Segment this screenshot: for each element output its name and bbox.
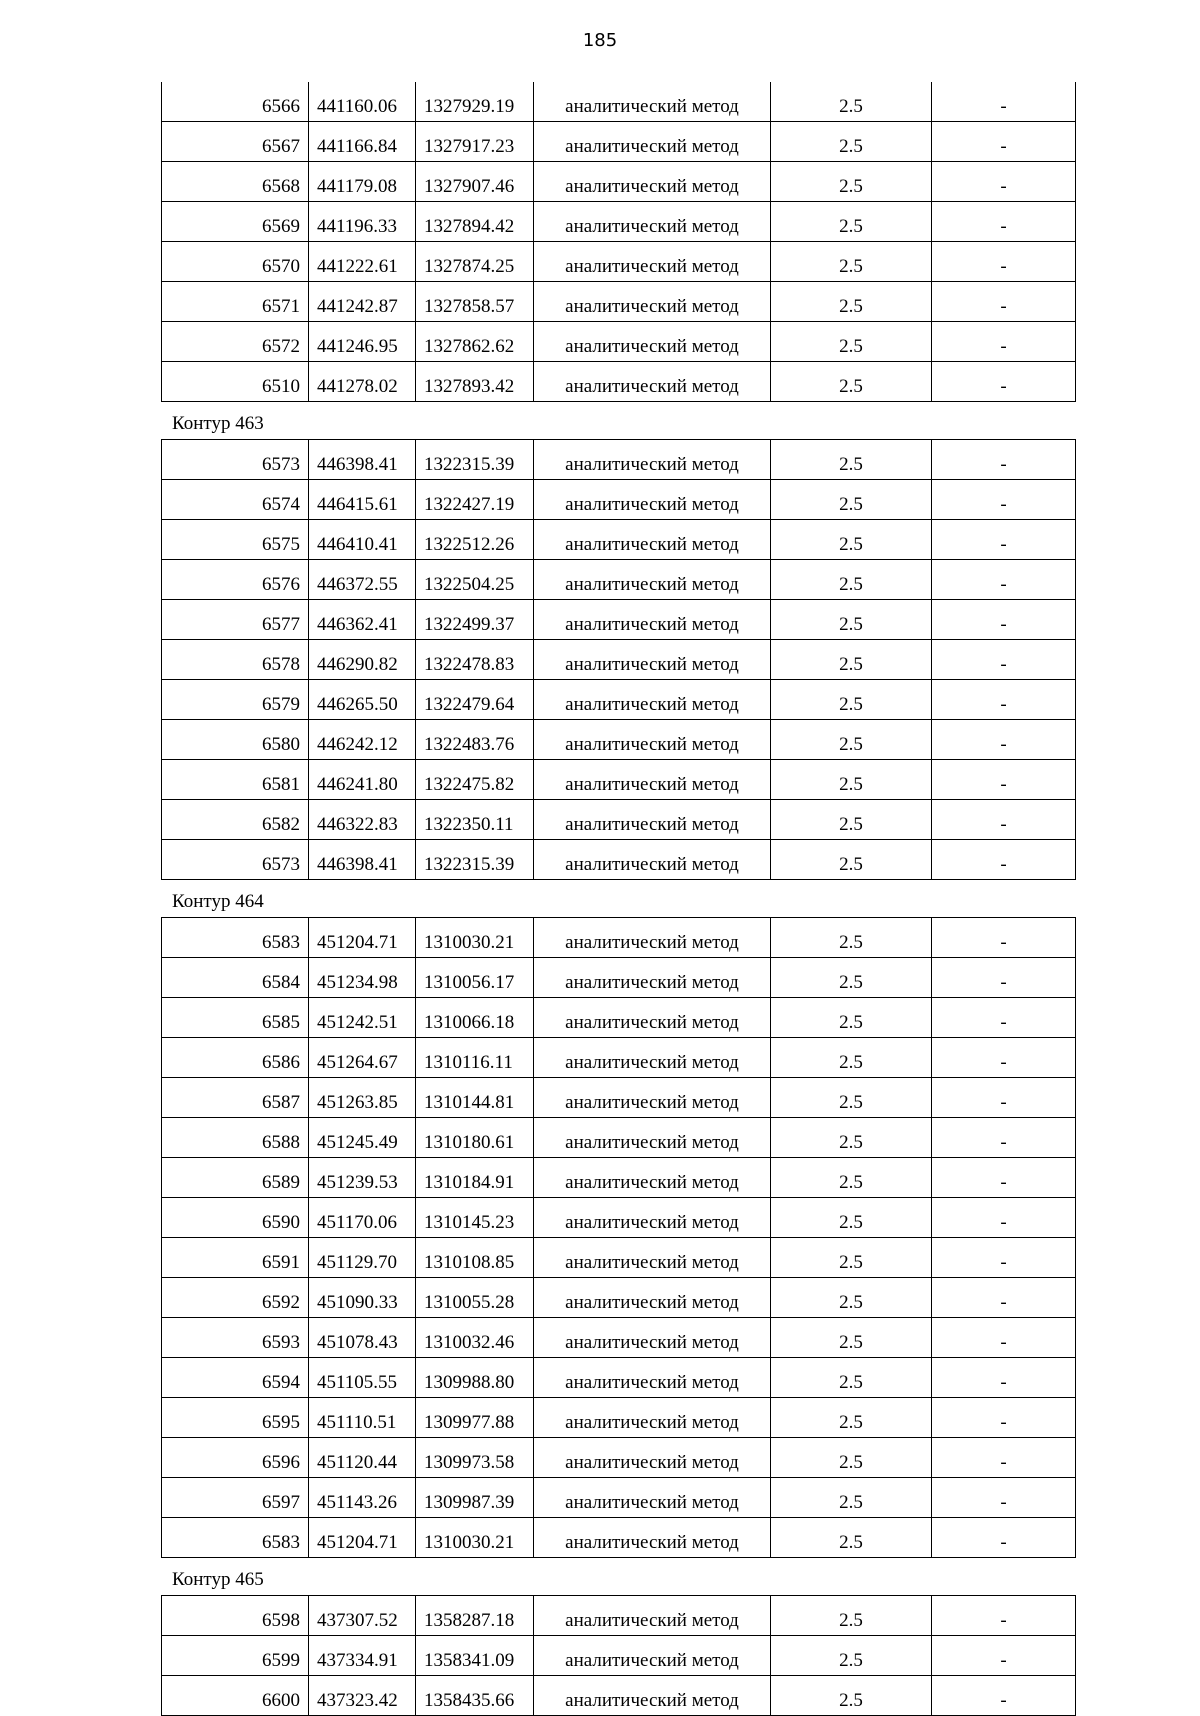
point-number-cell: 6510 — [162, 362, 309, 402]
description-cell: - — [932, 242, 1076, 282]
description-cell: - — [932, 1278, 1076, 1318]
coordinates-table — [161, 82, 1076, 402]
description-cell: - — [932, 520, 1076, 560]
table-row — [162, 640, 1076, 680]
table-row — [162, 242, 1076, 282]
accuracy-cell: 2.5 — [771, 1358, 932, 1398]
x-coordinate-cell: 446241.80 — [309, 760, 416, 800]
coordinates-document — [161, 82, 1075, 1716]
description-cell: - — [932, 800, 1076, 840]
method-cell: аналитический метод — [534, 82, 771, 122]
method-cell: аналитический метод — [534, 760, 771, 800]
method-cell: аналитический метод — [534, 322, 771, 362]
x-coordinate-cell: 437307.52 — [309, 1596, 416, 1636]
accuracy-cell: 2.5 — [771, 560, 932, 600]
point-number-cell: 6568 — [162, 162, 309, 202]
y-coordinate-cell: 1310055.28 — [416, 1278, 534, 1318]
x-coordinate-cell: 451090.33 — [309, 1278, 416, 1318]
point-number-cell: 6578 — [162, 640, 309, 680]
x-coordinate-cell: 451204.71 — [309, 918, 416, 958]
accuracy-cell: 2.5 — [771, 1318, 932, 1358]
x-coordinate-cell: 446398.41 — [309, 840, 416, 880]
x-coordinate-cell: 451239.53 — [309, 1158, 416, 1198]
table-row — [162, 1358, 1076, 1398]
description-cell: - — [932, 680, 1076, 720]
description-cell: - — [932, 1636, 1076, 1676]
accuracy-cell: 2.5 — [771, 520, 932, 560]
description-cell: - — [932, 322, 1076, 362]
x-coordinate-cell: 441246.95 — [309, 322, 416, 362]
method-cell: аналитический метод — [534, 1198, 771, 1238]
description-cell: - — [932, 202, 1076, 242]
accuracy-cell: 2.5 — [771, 1478, 932, 1518]
method-cell: аналитический метод — [534, 1118, 771, 1158]
method-cell: аналитический метод — [534, 480, 771, 520]
y-coordinate-cell: 1327874.25 — [416, 242, 534, 282]
y-coordinate-cell: 1309977.88 — [416, 1398, 534, 1438]
accuracy-cell: 2.5 — [771, 680, 932, 720]
x-coordinate-cell: 446362.41 — [309, 600, 416, 640]
table-row — [162, 1636, 1076, 1676]
point-number-cell: 6573 — [162, 440, 309, 480]
table-row — [162, 282, 1076, 322]
description-cell: - — [932, 480, 1076, 520]
method-cell: аналитический метод — [534, 560, 771, 600]
point-number-cell: 6569 — [162, 202, 309, 242]
y-coordinate-cell: 1310116.11 — [416, 1038, 534, 1078]
point-number-cell: 6572 — [162, 322, 309, 362]
description-cell: - — [932, 1198, 1076, 1238]
point-number-cell: 6581 — [162, 760, 309, 800]
method-cell: аналитический метод — [534, 1636, 771, 1676]
x-coordinate-cell: 451078.43 — [309, 1318, 416, 1358]
y-coordinate-cell: 1322479.64 — [416, 680, 534, 720]
point-number-cell: 6590 — [162, 1198, 309, 1238]
y-coordinate-cell: 1309987.39 — [416, 1478, 534, 1518]
method-cell: аналитический метод — [534, 918, 771, 958]
accuracy-cell: 2.5 — [771, 1596, 932, 1636]
method-cell: аналитический метод — [534, 640, 771, 680]
x-coordinate-cell: 451245.49 — [309, 1118, 416, 1158]
description-cell: - — [932, 1676, 1076, 1716]
point-number-cell: 6582 — [162, 800, 309, 840]
table-row — [162, 1676, 1076, 1716]
table-row — [162, 362, 1076, 402]
y-coordinate-cell: 1322512.26 — [416, 520, 534, 560]
point-number-cell: 6598 — [162, 1596, 309, 1636]
description-cell: - — [932, 282, 1076, 322]
accuracy-cell: 2.5 — [771, 800, 932, 840]
description-cell: - — [932, 760, 1076, 800]
accuracy-cell: 2.5 — [771, 202, 932, 242]
x-coordinate-cell: 446290.82 — [309, 640, 416, 680]
description-cell: - — [932, 720, 1076, 760]
x-coordinate-cell: 446265.50 — [309, 680, 416, 720]
table-row — [162, 1478, 1076, 1518]
point-number-cell: 6571 — [162, 282, 309, 322]
method-cell: аналитический метод — [534, 840, 771, 880]
table-row — [162, 480, 1076, 520]
method-cell: аналитический метод — [534, 800, 771, 840]
description-cell: - — [932, 998, 1076, 1038]
point-number-cell: 6579 — [162, 680, 309, 720]
accuracy-cell: 2.5 — [771, 918, 932, 958]
method-cell: аналитический метод — [534, 1358, 771, 1398]
table-row — [162, 1038, 1076, 1078]
table-row — [162, 122, 1076, 162]
method-cell: аналитический метод — [534, 1438, 771, 1478]
accuracy-cell: 2.5 — [771, 440, 932, 480]
point-number-cell: 6596 — [162, 1438, 309, 1478]
x-coordinate-cell: 446410.41 — [309, 520, 416, 560]
description-cell: - — [932, 600, 1076, 640]
table-row — [162, 1398, 1076, 1438]
description-cell: - — [932, 640, 1076, 680]
x-coordinate-cell: 437323.42 — [309, 1676, 416, 1716]
x-coordinate-cell: 446415.61 — [309, 480, 416, 520]
description-cell: - — [932, 362, 1076, 402]
contour-label: Контур 463 — [172, 413, 264, 434]
x-coordinate-cell: 446398.41 — [309, 440, 416, 480]
y-coordinate-cell: 1310030.21 — [416, 918, 534, 958]
point-number-cell: 6588 — [162, 1118, 309, 1158]
y-coordinate-cell: 1327893.42 — [416, 362, 534, 402]
description-cell: - — [932, 1238, 1076, 1278]
accuracy-cell: 2.5 — [771, 1158, 932, 1198]
method-cell: аналитический метод — [534, 162, 771, 202]
accuracy-cell: 2.5 — [771, 998, 932, 1038]
table-row — [162, 800, 1076, 840]
accuracy-cell: 2.5 — [771, 362, 932, 402]
table-row — [162, 998, 1076, 1038]
table-row — [162, 1438, 1076, 1478]
point-number-cell: 6576 — [162, 560, 309, 600]
description-cell: - — [932, 1398, 1076, 1438]
y-coordinate-cell: 1322499.37 — [416, 600, 534, 640]
x-coordinate-cell: 451263.85 — [309, 1078, 416, 1118]
table-row — [162, 918, 1076, 958]
y-coordinate-cell: 1327907.46 — [416, 162, 534, 202]
table-row — [162, 1278, 1076, 1318]
y-coordinate-cell: 1310030.21 — [416, 1518, 534, 1558]
table-row — [162, 1596, 1076, 1636]
method-cell: аналитический метод — [534, 520, 771, 560]
y-coordinate-cell: 1310108.85 — [416, 1238, 534, 1278]
y-coordinate-cell: 1310056.17 — [416, 958, 534, 998]
table-row — [162, 958, 1076, 998]
accuracy-cell: 2.5 — [771, 1398, 932, 1438]
method-cell: аналитический метод — [534, 242, 771, 282]
y-coordinate-cell: 1310144.81 — [416, 1078, 534, 1118]
point-number-cell: 6589 — [162, 1158, 309, 1198]
method-cell: аналитический метод — [534, 1398, 771, 1438]
y-coordinate-cell: 1322483.76 — [416, 720, 534, 760]
table-row — [162, 1158, 1076, 1198]
accuracy-cell: 2.5 — [771, 242, 932, 282]
y-coordinate-cell: 1322475.82 — [416, 760, 534, 800]
coordinates-table — [161, 439, 1076, 880]
point-number-cell: 6583 — [162, 1518, 309, 1558]
point-number-cell: 6586 — [162, 1038, 309, 1078]
point-number-cell: 6577 — [162, 600, 309, 640]
x-coordinate-cell: 441160.06 — [309, 82, 416, 122]
point-number-cell: 6567 — [162, 122, 309, 162]
description-cell: - — [932, 1038, 1076, 1078]
x-coordinate-cell: 451120.44 — [309, 1438, 416, 1478]
table-row — [162, 1318, 1076, 1358]
accuracy-cell: 2.5 — [771, 1198, 932, 1238]
method-cell: аналитический метод — [534, 202, 771, 242]
contour-label: Контур 465 — [172, 1569, 264, 1590]
accuracy-cell: 2.5 — [771, 162, 932, 202]
description-cell: - — [932, 82, 1076, 122]
point-number-cell: 6584 — [162, 958, 309, 998]
x-coordinate-cell: 451110.51 — [309, 1398, 416, 1438]
y-coordinate-cell: 1327858.57 — [416, 282, 534, 322]
accuracy-cell: 2.5 — [771, 1238, 932, 1278]
table-row — [162, 1078, 1076, 1118]
method-cell: аналитический метод — [534, 958, 771, 998]
accuracy-cell: 2.5 — [771, 1518, 932, 1558]
method-cell: аналитический метод — [534, 600, 771, 640]
method-cell: аналитический метод — [534, 1158, 771, 1198]
description-cell: - — [932, 162, 1076, 202]
method-cell: аналитический метод — [534, 440, 771, 480]
y-coordinate-cell: 1358435.66 — [416, 1676, 534, 1716]
point-number-cell: 6592 — [162, 1278, 309, 1318]
accuracy-cell: 2.5 — [771, 640, 932, 680]
point-number-cell: 6599 — [162, 1636, 309, 1676]
x-coordinate-cell: 451170.06 — [309, 1198, 416, 1238]
accuracy-cell: 2.5 — [771, 322, 932, 362]
accuracy-cell: 2.5 — [771, 840, 932, 880]
method-cell: аналитический метод — [534, 362, 771, 402]
y-coordinate-cell: 1322478.83 — [416, 640, 534, 680]
accuracy-cell: 2.5 — [771, 1676, 932, 1716]
description-cell: - — [932, 1596, 1076, 1636]
y-coordinate-cell: 1327929.19 — [416, 82, 534, 122]
description-cell: - — [932, 1078, 1076, 1118]
y-coordinate-cell: 1310180.61 — [416, 1118, 534, 1158]
x-coordinate-cell: 451105.55 — [309, 1358, 416, 1398]
x-coordinate-cell: 451264.67 — [309, 1038, 416, 1078]
table-row — [162, 1518, 1076, 1558]
x-coordinate-cell: 441278.02 — [309, 362, 416, 402]
table-row — [162, 440, 1076, 480]
x-coordinate-cell: 446372.55 — [309, 560, 416, 600]
method-cell: аналитический метод — [534, 998, 771, 1038]
method-cell: аналитический метод — [534, 282, 771, 322]
table-row — [162, 202, 1076, 242]
description-cell: - — [932, 1438, 1076, 1478]
x-coordinate-cell: 441179.08 — [309, 162, 416, 202]
table-row — [162, 680, 1076, 720]
y-coordinate-cell: 1327917.23 — [416, 122, 534, 162]
accuracy-cell: 2.5 — [771, 480, 932, 520]
accuracy-cell: 2.5 — [771, 1078, 932, 1118]
point-number-cell: 6591 — [162, 1238, 309, 1278]
accuracy-cell: 2.5 — [771, 1438, 932, 1478]
x-coordinate-cell: 446242.12 — [309, 720, 416, 760]
x-coordinate-cell: 441242.87 — [309, 282, 416, 322]
x-coordinate-cell: 451204.71 — [309, 1518, 416, 1558]
x-coordinate-cell: 451143.26 — [309, 1478, 416, 1518]
method-cell: аналитический метод — [534, 1596, 771, 1636]
table-row — [162, 1118, 1076, 1158]
y-coordinate-cell: 1322504.25 — [416, 560, 534, 600]
point-number-cell: 6593 — [162, 1318, 309, 1358]
method-cell: аналитический метод — [534, 680, 771, 720]
x-coordinate-cell: 451129.70 — [309, 1238, 416, 1278]
accuracy-cell: 2.5 — [771, 1278, 932, 1318]
x-coordinate-cell: 446322.83 — [309, 800, 416, 840]
y-coordinate-cell: 1310184.91 — [416, 1158, 534, 1198]
accuracy-cell: 2.5 — [771, 282, 932, 322]
table-row — [162, 162, 1076, 202]
description-cell: - — [932, 560, 1076, 600]
description-cell: - — [932, 1318, 1076, 1358]
table-row — [162, 1238, 1076, 1278]
accuracy-cell: 2.5 — [771, 1038, 932, 1078]
y-coordinate-cell: 1309973.58 — [416, 1438, 534, 1478]
y-coordinate-cell: 1327862.62 — [416, 322, 534, 362]
accuracy-cell: 2.5 — [771, 720, 932, 760]
method-cell: аналитический метод — [534, 1518, 771, 1558]
x-coordinate-cell: 441166.84 — [309, 122, 416, 162]
x-coordinate-cell: 451242.51 — [309, 998, 416, 1038]
method-cell: аналитический метод — [534, 1078, 771, 1118]
point-number-cell: 6570 — [162, 242, 309, 282]
description-cell: - — [932, 1478, 1076, 1518]
x-coordinate-cell: 441222.61 — [309, 242, 416, 282]
description-cell: - — [932, 1118, 1076, 1158]
point-number-cell: 6594 — [162, 1358, 309, 1398]
method-cell: аналитический метод — [534, 122, 771, 162]
x-coordinate-cell: 437334.91 — [309, 1636, 416, 1676]
y-coordinate-cell: 1358287.18 — [416, 1596, 534, 1636]
accuracy-cell: 2.5 — [771, 760, 932, 800]
y-coordinate-cell: 1322315.39 — [416, 440, 534, 480]
description-cell: - — [932, 1518, 1076, 1558]
point-number-cell: 6595 — [162, 1398, 309, 1438]
y-coordinate-cell: 1327894.42 — [416, 202, 534, 242]
y-coordinate-cell: 1309988.80 — [416, 1358, 534, 1398]
x-coordinate-cell: 451234.98 — [309, 958, 416, 998]
table-row — [162, 82, 1076, 122]
table-row — [162, 322, 1076, 362]
point-number-cell: 6566 — [162, 82, 309, 122]
method-cell: аналитический метод — [534, 1318, 771, 1358]
point-number-cell: 6573 — [162, 840, 309, 880]
table-row — [162, 1198, 1076, 1238]
point-number-cell: 6583 — [162, 918, 309, 958]
method-cell: аналитический метод — [534, 1278, 771, 1318]
description-cell: - — [932, 440, 1076, 480]
description-cell: - — [932, 122, 1076, 162]
method-cell: аналитический метод — [534, 1038, 771, 1078]
table-row — [162, 720, 1076, 760]
page-number: 185 — [582, 30, 618, 51]
description-cell: - — [932, 1358, 1076, 1398]
method-cell: аналитический метод — [534, 1676, 771, 1716]
table-row — [162, 560, 1076, 600]
table-row — [162, 600, 1076, 640]
description-cell: - — [932, 918, 1076, 958]
table-row — [162, 760, 1076, 800]
point-number-cell: 6600 — [162, 1676, 309, 1716]
method-cell: аналитический метод — [534, 1478, 771, 1518]
accuracy-cell: 2.5 — [771, 82, 932, 122]
description-cell: - — [932, 958, 1076, 998]
point-number-cell: 6585 — [162, 998, 309, 1038]
method-cell: аналитический метод — [534, 720, 771, 760]
accuracy-cell: 2.5 — [771, 958, 932, 998]
point-number-cell: 6574 — [162, 480, 309, 520]
y-coordinate-cell: 1310066.18 — [416, 998, 534, 1038]
table-row — [162, 840, 1076, 880]
y-coordinate-cell: 1322350.11 — [416, 800, 534, 840]
accuracy-cell: 2.5 — [771, 122, 932, 162]
y-coordinate-cell: 1358341.09 — [416, 1636, 534, 1676]
accuracy-cell: 2.5 — [771, 1636, 932, 1676]
y-coordinate-cell: 1310032.46 — [416, 1318, 534, 1358]
table-row — [162, 520, 1076, 560]
point-number-cell: 6580 — [162, 720, 309, 760]
y-coordinate-cell: 1322427.19 — [416, 480, 534, 520]
point-number-cell: 6575 — [162, 520, 309, 560]
description-cell: - — [932, 1158, 1076, 1198]
y-coordinate-cell: 1310145.23 — [416, 1198, 534, 1238]
point-number-cell: 6587 — [162, 1078, 309, 1118]
contour-label: Контур 464 — [172, 891, 264, 912]
x-coordinate-cell: 441196.33 — [309, 202, 416, 242]
point-number-cell: 6597 — [162, 1478, 309, 1518]
coordinates-table — [161, 917, 1076, 1558]
accuracy-cell: 2.5 — [771, 600, 932, 640]
method-cell: аналитический метод — [534, 1238, 771, 1278]
coordinates-table — [161, 1595, 1076, 1716]
accuracy-cell: 2.5 — [771, 1118, 932, 1158]
description-cell: - — [932, 840, 1076, 880]
y-coordinate-cell: 1322315.39 — [416, 840, 534, 880]
